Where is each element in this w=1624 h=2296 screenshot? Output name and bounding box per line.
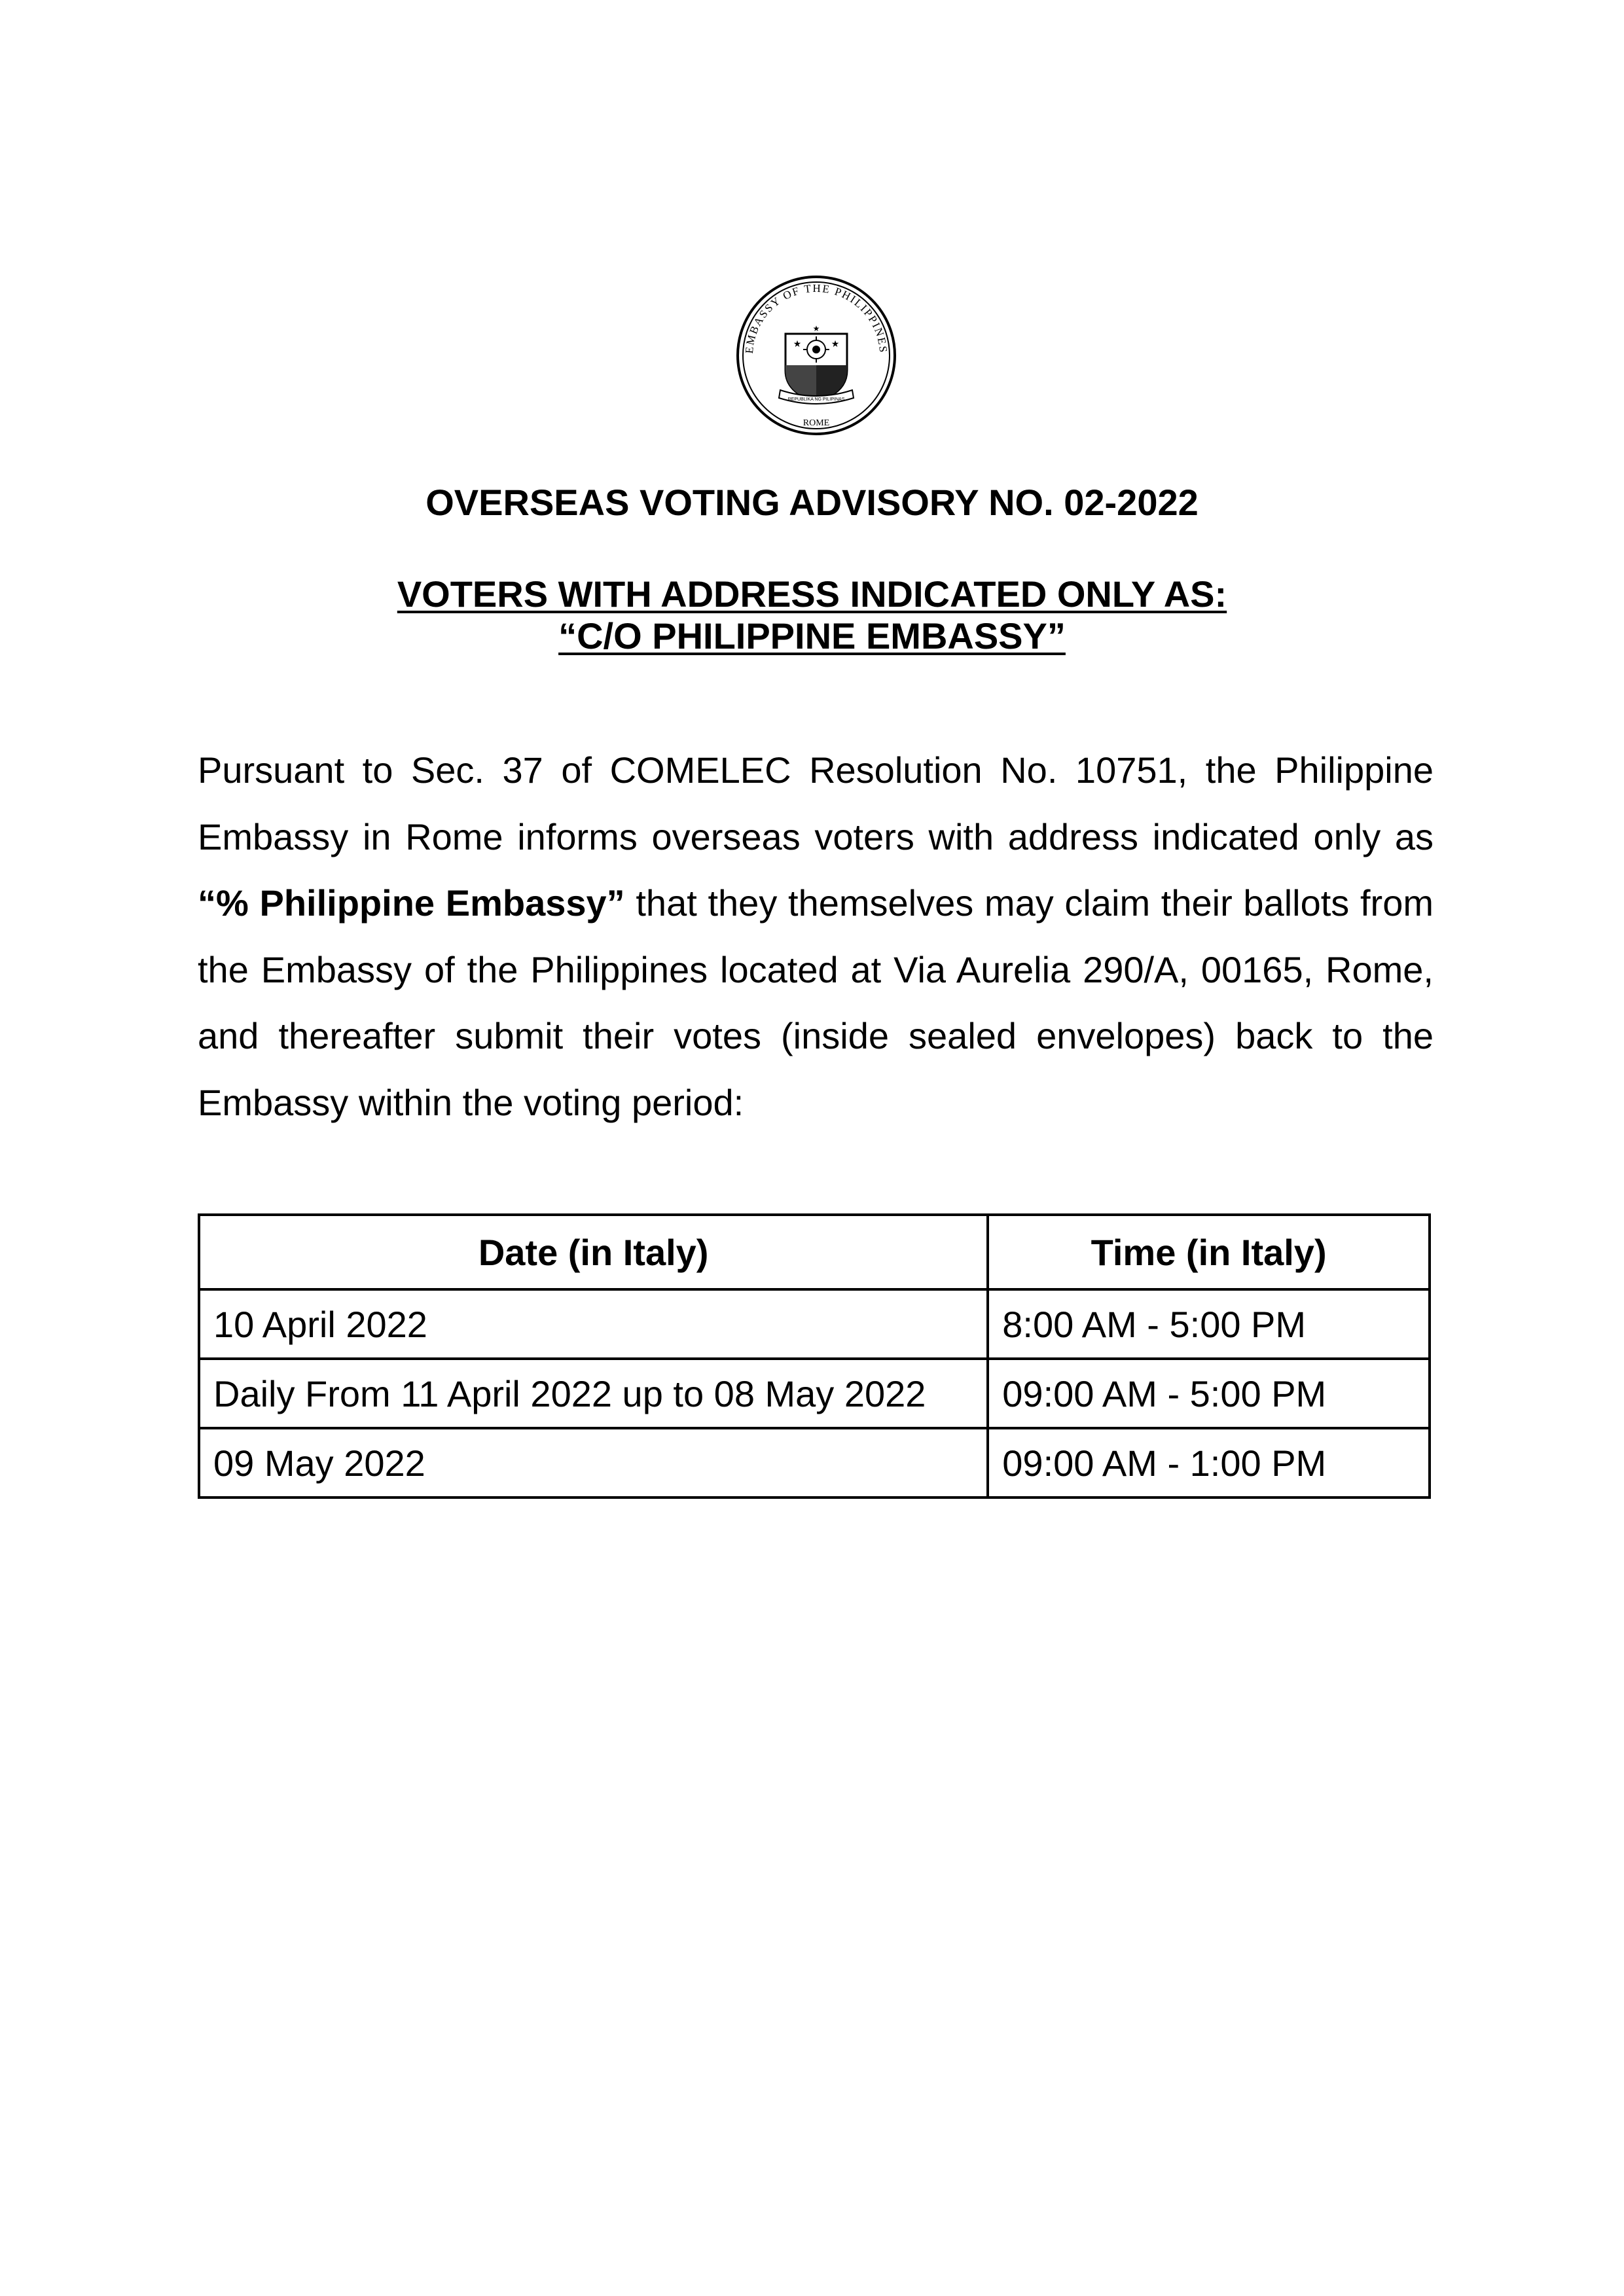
svg-text:★: ★ xyxy=(812,324,820,333)
cell-time: 09:00 AM - 5:00 PM xyxy=(988,1359,1430,1428)
seal-text-bottom: ROME xyxy=(803,418,830,428)
shield-icon xyxy=(785,324,847,402)
advisory-title: OVERSEAS VOTING ADVISORY NO. 02-2022 xyxy=(425,482,1199,523)
table-row xyxy=(199,1289,1430,1359)
table-row xyxy=(199,1428,1430,1498)
body-emphasis: “% Philippine Embassy” xyxy=(198,882,625,924)
cell-date: Daily From 11 April 2022 up to 08 May 2022 xyxy=(199,1359,988,1428)
advisory-subtitle xyxy=(0,573,1624,657)
header-date: Date (in Italy) xyxy=(199,1215,988,1289)
body-part-1: Pursuant to Sec. 37 of COMELEC Resolution No. 10751, the Philippine Embassy in Rome informs overseas voters with address indicated only as xyxy=(198,749,1434,857)
cell-time: 09:00 AM - 1:00 PM xyxy=(988,1428,1430,1498)
cell-date: 10 April 2022 xyxy=(199,1289,988,1359)
embassy-seal xyxy=(734,274,898,437)
body-part-2: that they themselves may claim their ballots from the Embassy of the Philippines located at Via Aurelia 290/A, 00165, Rome, and thereafter submit their votes (inside sealed envelopes) back to the Embassy within the voting period: xyxy=(198,882,1434,1123)
cell-time: 8:00 AM - 5:00 PM xyxy=(988,1289,1430,1359)
voting-schedule-table xyxy=(198,1213,1431,1499)
table-header-row xyxy=(199,1215,1430,1289)
seal-text-top: EMBASSY OF THE PHILIPPINES xyxy=(742,281,890,354)
advisory-body xyxy=(198,737,1434,1136)
svg-text:REPUBLIKA NG PILIPINAS: REPUBLIKA NG PILIPINAS xyxy=(787,397,845,402)
svg-text:★: ★ xyxy=(793,338,802,349)
table-row xyxy=(199,1359,1430,1428)
svg-text:★: ★ xyxy=(831,338,840,349)
subtitle-line-2: “C/O PHILIPPINE EMBASSY” xyxy=(558,615,1066,656)
subtitle-line-1: VOTERS WITH ADDRESS INDICATED ONLY AS: xyxy=(397,573,1227,615)
cell-date: 09 May 2022 xyxy=(199,1428,988,1498)
header-time: Time (in Italy) xyxy=(988,1215,1430,1289)
